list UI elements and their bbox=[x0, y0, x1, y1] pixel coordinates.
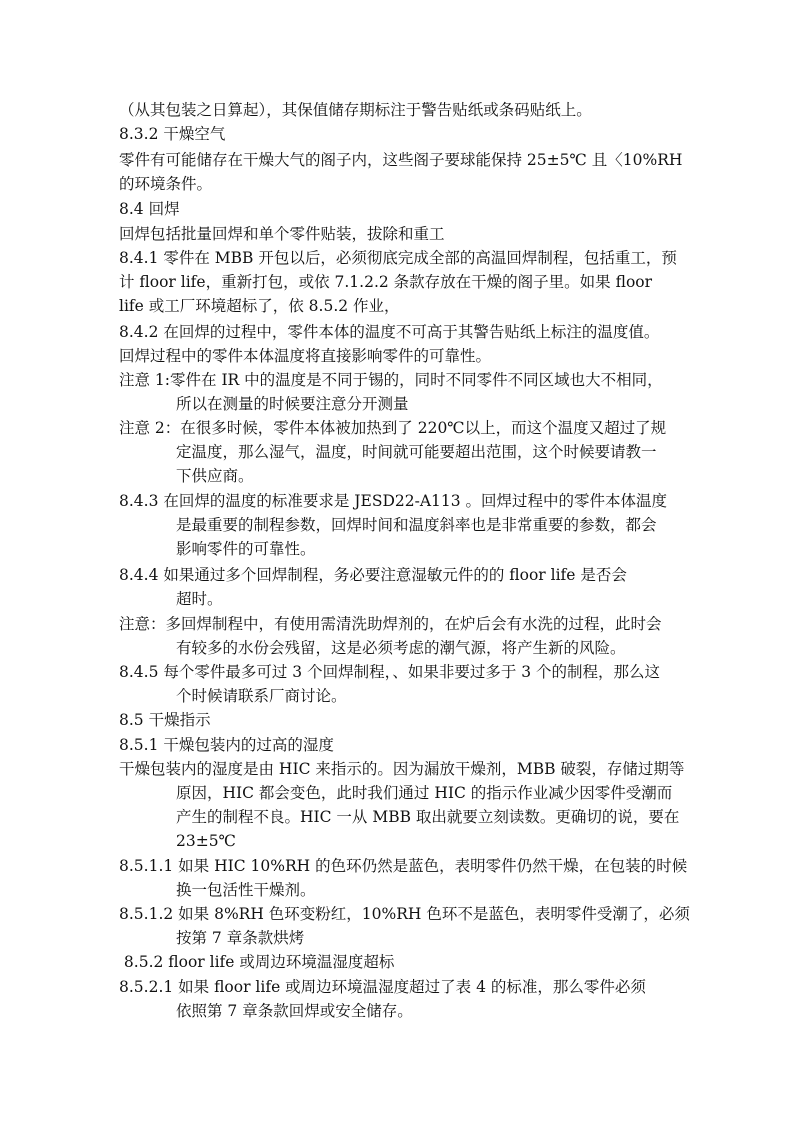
para-cont-line: 23±5℃ bbox=[176, 832, 236, 850]
section-8-5-1-1 bbox=[119, 854, 689, 902]
note-cont-line: 下供应商。 bbox=[176, 467, 254, 485]
note-cont-line: 定温度，那么湿气，温度，时间就可能要超出范围，这个时候要请教一 bbox=[176, 443, 657, 461]
note-first-line: 注意 1:零件在 IR 中的温度是不同于锡的，同时不同零件不同区域也大不相同， bbox=[119, 371, 663, 389]
section-8-4-3 bbox=[119, 489, 689, 561]
note-2 bbox=[119, 416, 689, 488]
text-line: 8.4.2 在回焊的过程中，零件本体的温度不可高于其警告贴纸上标注的温度值。 bbox=[119, 323, 660, 341]
para-cont-line: 产生的制程不良。HIC 一从 MBB 取出就要立刻读数。更确切的说，要在 bbox=[176, 808, 680, 826]
text-line: 零件有可能储存在干燥大气的阁子内，这些阁子要球能保持 25±5℃ 且〈10%RH bbox=[119, 151, 683, 169]
text-line: 计 floor life，重新打包，或依 7.1.2.2 条款存放在干燥的阁子里。如果 floor bbox=[119, 273, 653, 291]
note-3 bbox=[119, 612, 689, 660]
section-heading-8-5: 8.5 干燥指示 bbox=[119, 711, 211, 729]
para-cont-line: 个时候请联系厂商讨论。 bbox=[176, 687, 347, 705]
section-8-5-2-1 bbox=[119, 975, 689, 1023]
text-line: life 或工厂环境超标了，依 8.5.2 作业， bbox=[119, 297, 400, 315]
para-cont-line: 按第 7 章条款烘烤 bbox=[176, 929, 305, 947]
section-8-4-5 bbox=[119, 660, 689, 708]
note-first-line: 注意 2：在很多时候，零件本体被加热到了 220℃以上，而这个温度又超过了规 bbox=[119, 419, 667, 437]
text-line: 的环境条件。 bbox=[119, 175, 213, 193]
para-first-line: 8.5.2.1 如果 floor life 或周边环境温湿度超过了表 4 的标准，那么零件必须 bbox=[119, 978, 646, 996]
text-line: 回焊过程中的零件本体温度将直接影响零件的可靠性。 bbox=[119, 347, 492, 365]
para-first-line: 8.5.1.2 如果 8%RH 色环变粉红，10%RH 色环不是蓝色，表明零件受潮了，必须 bbox=[119, 905, 690, 923]
para-cont-line: 原因，HIC 都会变色，此时我们通过 HIC 的指示作业减少因零件受潮而 bbox=[176, 784, 673, 802]
note-cont-line: 所以在测量的时候要注意分开测量 bbox=[176, 395, 409, 413]
text-line: 回焊包括批量回焊和单个零件贴装，拔除和重工 bbox=[119, 225, 445, 243]
para-first-line: 8.4.4 如果通过多个回焊制程，务必要注意湿敏元件的的 floor life 是否会 bbox=[119, 566, 627, 584]
note-first-line: 注意：多回焊制程中，有使用需清洗助焊剂的，在炉后会有水洗的过程，此时会 bbox=[119, 615, 662, 633]
note-1 bbox=[119, 368, 689, 416]
para-cont-line: 依照第 7 章条款回焊或安全储存。 bbox=[176, 1002, 413, 1020]
para-first-line: 8.5.1.1 如果 HIC 10%RH 的色环仍然是蓝色，表明零件仍然干燥，在包装的时候 bbox=[119, 857, 688, 875]
section-8-4-4 bbox=[119, 563, 689, 611]
para-cont-line: 超时。 bbox=[176, 590, 223, 608]
para-first-line: 8.4.3 在回焊的温度的标准要求是 JESD22-A113 。回焊过程中的零件本体温度 bbox=[119, 492, 668, 510]
section-heading-8-5-2: 8.5.2 floor life 或周边环境温湿度超标 bbox=[119, 953, 395, 971]
para-cont-line: 是最重要的制程参数，回焊时间和温度斜率也是非常重要的参数，都会 bbox=[176, 516, 657, 534]
section-8-5-1-2 bbox=[119, 902, 689, 950]
section-heading-8-3-2: 8.3.2 干燥空气 bbox=[119, 125, 226, 143]
section-heading-8-5-1: 8.5.1 干燥包装内的过高的湿度 bbox=[119, 736, 334, 754]
para-first-line: 干燥包装内的湿度是由 HIC 来指示的。因为漏放干燥剂，MBB 破裂，存储过期等 bbox=[119, 760, 685, 778]
para-cont-line: 换一包活性干燥剂。 bbox=[176, 881, 316, 899]
text-line: （从其包装之日算起），其保值储存期标注于警告贴纸或条码贴纸上。 bbox=[119, 101, 592, 119]
hic-paragraph bbox=[119, 757, 689, 853]
para-cont-line: 影响零件的可靠性。 bbox=[176, 540, 316, 558]
para-first-line: 8.4.5 每个零件最多可过 3 个回焊制程，、如果非要过多于 3 个的制程，那么这 bbox=[119, 663, 661, 681]
text-line: 8.4.1 零件在 MBB 开包以后，必须彻底完成全部的高温回焊制程，包括重工，预 bbox=[119, 249, 677, 267]
section-heading-8-4: 8.4 回焊 bbox=[119, 200, 180, 218]
note-cont-line: 有较多的水份会残留，这是必须考虑的潮气源，将产生新的风险。 bbox=[176, 639, 626, 657]
